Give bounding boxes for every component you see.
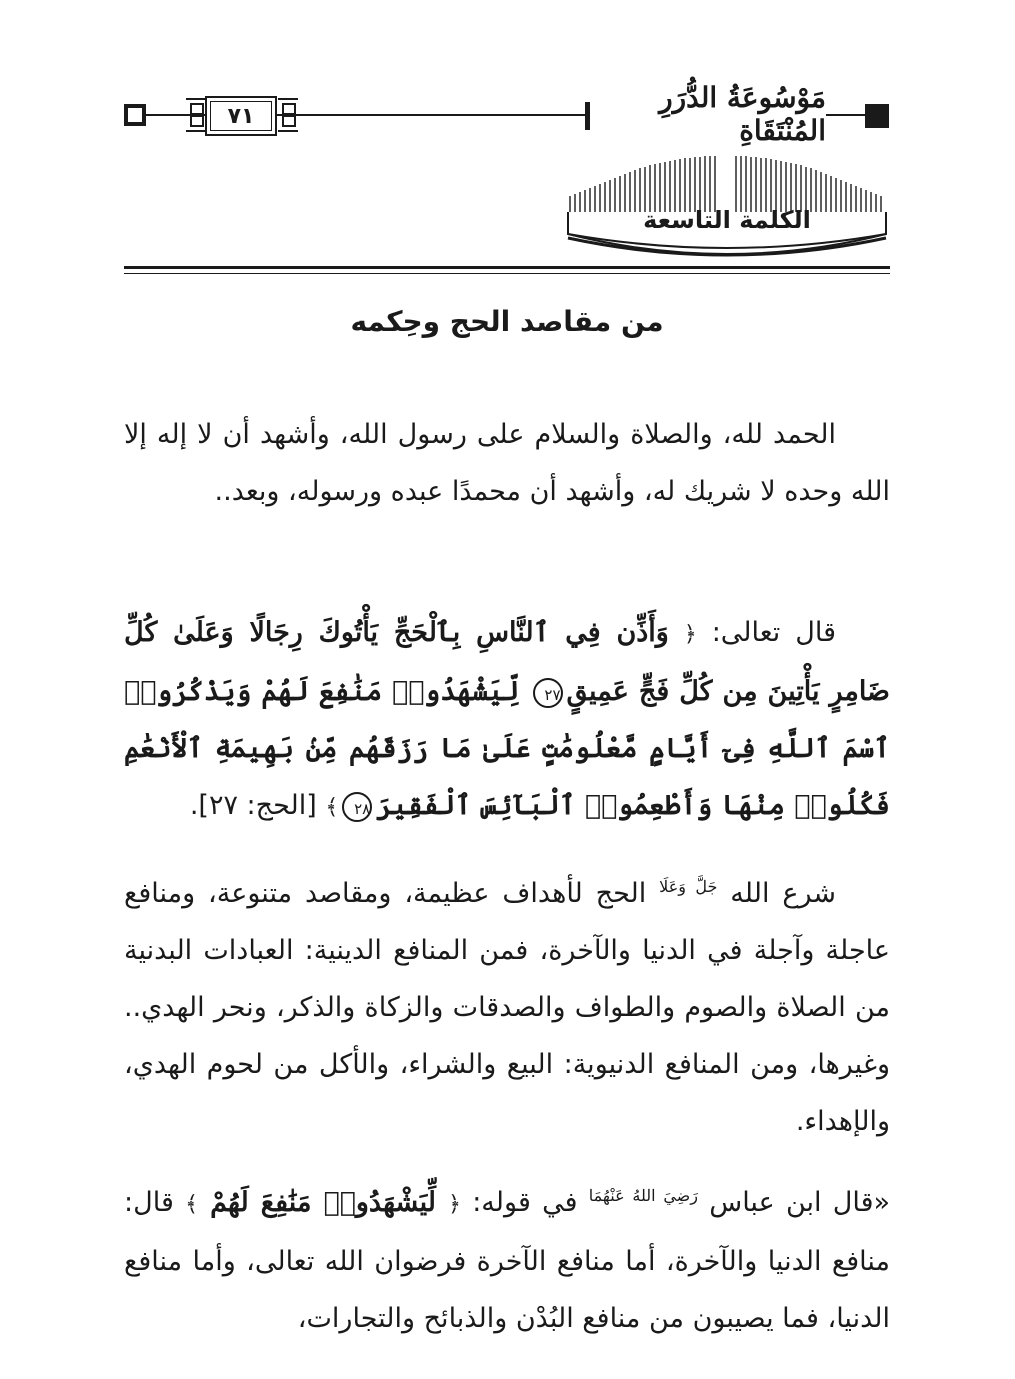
verse-28-text: لِّيَشْهَدُوا۟ مَنَٰفِعَ لَهُمْ وَيَذْكُرُوا۟ ٱسْمَ ٱللَّهِ فِىٓ أَيَّامٍ مَّعْلُومَٰتٍ عَلَىٰ مَا رَزَقَهُم مِّنۢ بَهِيمَةِ ٱلْأَنْعَٰمِ فَكُلُوا۟ مِنْهَا وَأَطْعِمُوا۟ ٱلْبَآئِسَ ٱلْفَقِيرَ <box>124 676 890 821</box>
header-rule-mid <box>277 114 587 116</box>
honorific-glyph: جَلَّ وَعَلَا <box>659 877 718 896</box>
header-double-rule-thick <box>124 266 890 269</box>
verse-open-bracket: ﴿ <box>683 622 697 647</box>
series-title: مَوْسُوعَةُ الدُّرَرِ المُنْتَقَاةِ <box>590 92 826 136</box>
ayah-number-28: ٢٨ <box>342 792 372 822</box>
paragraph-opening <box>124 406 890 520</box>
ibn-abbas-text-a: «قال ابن عباس <box>698 1187 891 1218</box>
page-number <box>205 96 277 136</box>
paragraph-ibn-abbas <box>124 1167 890 1347</box>
header-double-rule-thin <box>124 273 890 274</box>
verse-27-text: وَأَذِّن فِي ٱلنَّاسِ بِٱلْحَجِّ يَأْتُوكَ رِجَالًا وَعَلَىٰ كُلِّ ضَامِرٍ يَأْتِينَ مِن كُلِّ فَجٍّ عَمِيقٍ <box>124 617 890 707</box>
article-title: من مقاصد الحج وحِكمه <box>350 305 664 338</box>
paragraph-purposes <box>124 858 890 1150</box>
purposes-text-a: شرع الله <box>717 878 836 909</box>
page-number-text: ٧١ <box>227 103 255 129</box>
verse-intro: قال تعالى: <box>696 617 837 648</box>
verse-close-bracket: ﴾ <box>325 795 339 820</box>
chapter-drum-ornament <box>566 150 888 266</box>
paragraph-quran-verse <box>124 604 890 836</box>
header-rule-right <box>826 114 866 116</box>
verse-close-bracket: ﴾ <box>185 1192 198 1217</box>
purposes-text-b: الحج لأهداف عظيمة، ومقاصد متنوعة، ومنافع عاجلة وآجلة في الدنيا والآخرة، فمن المنافع الدينية: العبادات البدنية من الصلاة والصوم والطواف والصدقات والزكاة والذكر، ونحر الهدي.. وغيرها، ومن المنافع الدنيوية: البيع والشراء، والأكل من لحوم الهدي، والإهداء. <box>124 878 890 1137</box>
quoted-verse: لِّيَشْهَدُوا۟ مَنَٰفِعَ لَهُمْ <box>198 1187 449 1218</box>
ayah-number-27: ٢٧ <box>533 678 563 708</box>
page-header <box>0 0 1015 290</box>
ornament-knot-left <box>186 98 206 132</box>
honorific-glyph: رَضِيَ اللهُ عَنْهُمَا <box>588 1186 698 1205</box>
verse-open-bracket: ﴿ <box>448 1192 461 1217</box>
paragraph-opening-text: الحمد لله، والصلاة والسلام على رسول الله، وأشهد أن لا إله إلا الله وحده لا شريك له، وأشهد أن محمدًا عبده ورسوله، وبعد.. <box>124 419 890 507</box>
ibn-abbas-text-c: قال: منافع الدنيا والآخرة، أما منافع الآخرة فرضوان الله تعالى، وأما منافع الدنيا، فما يصيبون من منافع البُدْن والذبائح والتجارات، <box>124 1187 890 1334</box>
header-square-filled <box>865 104 889 128</box>
header-square-hollow <box>124 104 146 126</box>
chapter-label: الكلمة التاسعة <box>643 206 811 234</box>
ibn-abbas-text-b: في قوله: <box>460 1187 589 1218</box>
verse-reference: [الحج: ٢٧]. <box>189 790 326 821</box>
ornament-knot-right <box>278 98 298 132</box>
